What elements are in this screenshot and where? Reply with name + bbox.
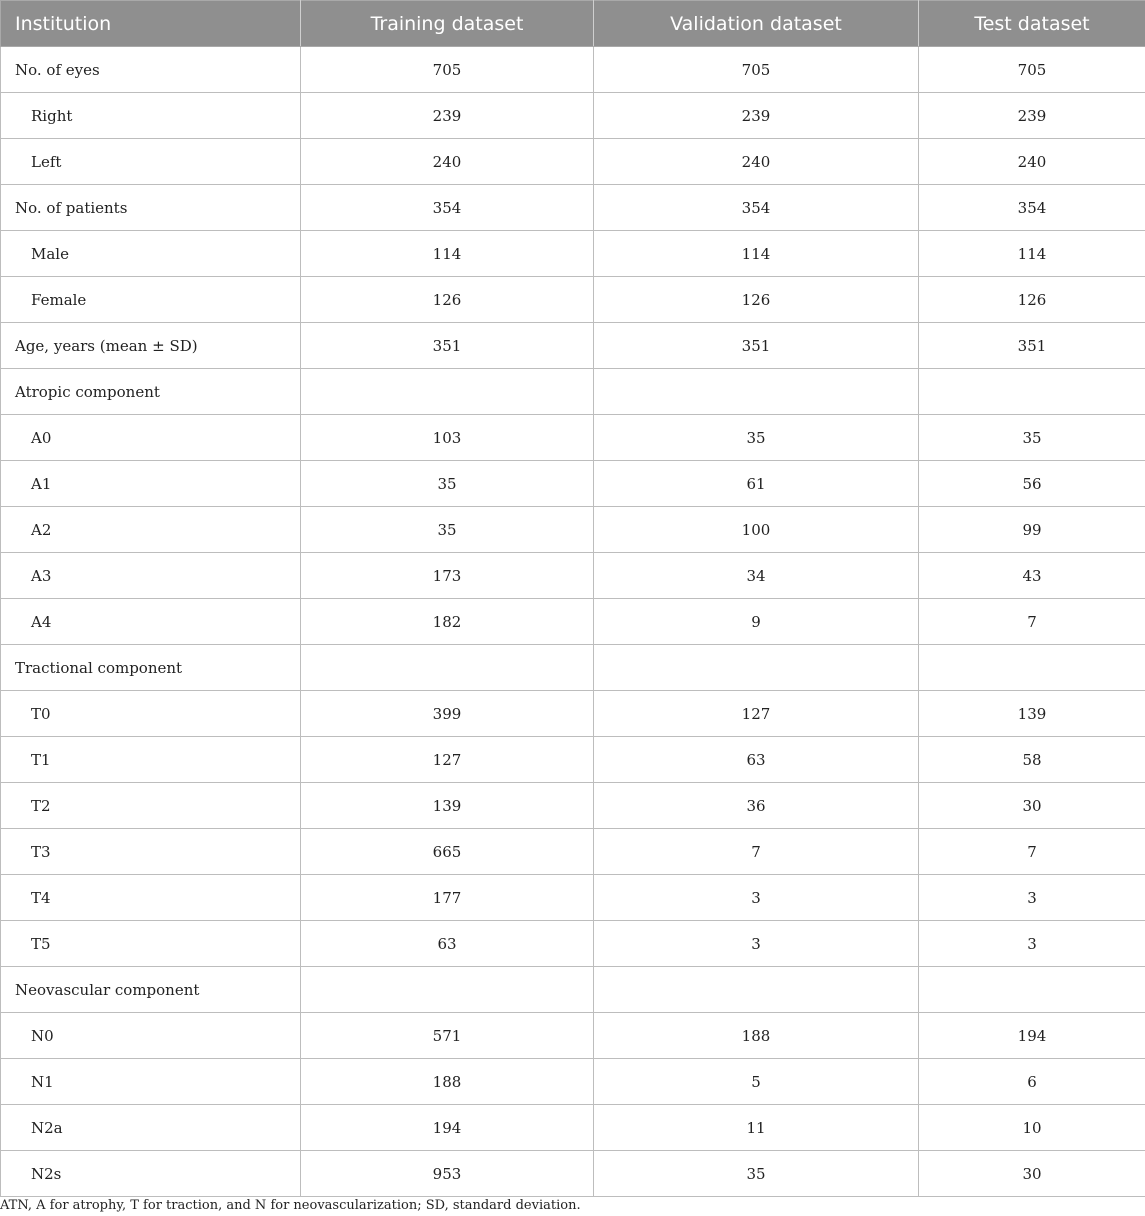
table-row [1,139,1145,185]
row-label: T5 [1,921,301,967]
row-label: N1 [1,1059,301,1105]
validation-value: 3 [594,921,919,967]
validation-value: 351 [594,323,919,369]
validation-value: 354 [594,185,919,231]
table-row [1,461,1145,507]
row-label: A0 [1,415,301,461]
test-value: 3 [919,875,1145,921]
training-value: 63 [301,921,594,967]
test-value: 7 [919,829,1145,875]
row-label: Atropic component [1,369,301,415]
table-row [1,691,1145,737]
table-row [1,231,1145,277]
test-value: 56 [919,461,1145,507]
test-value: 139 [919,691,1145,737]
validation-value: 9 [594,599,919,645]
row-label: N2s [1,1151,301,1197]
training-value: 354 [301,185,594,231]
row-label: Female [1,277,301,323]
table-row [1,599,1145,645]
validation-value: 63 [594,737,919,783]
table-row [1,553,1145,599]
table-footnote: ATN, A for atrophy, T for traction, and N for neovascularization; SD, standard deviation. [0,1198,581,1213]
training-value: 126 [301,277,594,323]
validation-value: 61 [594,461,919,507]
training-value: 953 [301,1151,594,1197]
test-value: 194 [919,1013,1145,1059]
test-value: 99 [919,507,1145,553]
test-value: 3 [919,921,1145,967]
table-row [1,323,1145,369]
validation-value: 3 [594,875,919,921]
row-label: A2 [1,507,301,553]
training-value: 571 [301,1013,594,1059]
training-value: 35 [301,461,594,507]
test-value: 43 [919,553,1145,599]
validation-value [594,645,919,691]
validation-value: 34 [594,553,919,599]
test-value: 10 [919,1105,1145,1151]
table-row [1,1013,1145,1059]
row-label: A3 [1,553,301,599]
training-value [301,645,594,691]
test-value: 114 [919,231,1145,277]
training-value: 240 [301,139,594,185]
training-value: 665 [301,829,594,875]
validation-value: 188 [594,1013,919,1059]
table-row [1,1105,1145,1151]
header-validation-dataset: Validation dataset [594,1,919,47]
header-test-dataset: Test dataset [919,1,1145,47]
test-value [919,967,1145,1013]
validation-value [594,967,919,1013]
table-row [1,967,1145,1013]
validation-value: 7 [594,829,919,875]
training-value [301,369,594,415]
table-row [1,93,1145,139]
validation-value: 5 [594,1059,919,1105]
table-header [1,1,1145,47]
training-value: 188 [301,1059,594,1105]
training-value: 351 [301,323,594,369]
training-value: 173 [301,553,594,599]
training-value: 705 [301,47,594,93]
table-row [1,875,1145,921]
table-row [1,185,1145,231]
table-row [1,47,1145,93]
row-label: No. of patients [1,185,301,231]
training-value: 103 [301,415,594,461]
test-value: 35 [919,415,1145,461]
test-value: 239 [919,93,1145,139]
table-row [1,921,1145,967]
header-row [1,1,1145,47]
test-value: 6 [919,1059,1145,1105]
row-label: T2 [1,783,301,829]
row-label: Right [1,93,301,139]
validation-value: 114 [594,231,919,277]
row-label: N2a [1,1105,301,1151]
row-label: T1 [1,737,301,783]
validation-value: 239 [594,93,919,139]
validation-value: 126 [594,277,919,323]
validation-value [594,369,919,415]
header-institution: Institution [1,1,301,47]
table-row [1,415,1145,461]
validation-value: 36 [594,783,919,829]
table-row [1,737,1145,783]
test-value: 58 [919,737,1145,783]
validation-value: 705 [594,47,919,93]
validation-value: 35 [594,1151,919,1197]
table-row [1,829,1145,875]
validation-value: 35 [594,415,919,461]
test-value: 126 [919,277,1145,323]
test-value: 351 [919,323,1145,369]
table-row [1,1151,1145,1197]
table-row [1,277,1145,323]
validation-value: 240 [594,139,919,185]
row-label: A4 [1,599,301,645]
validation-value: 127 [594,691,919,737]
training-value: 239 [301,93,594,139]
row-label: Left [1,139,301,185]
row-label: Tractional component [1,645,301,691]
training-value: 177 [301,875,594,921]
training-value: 114 [301,231,594,277]
table-row [1,783,1145,829]
training-value: 399 [301,691,594,737]
test-value [919,645,1145,691]
test-value [919,369,1145,415]
header-training-dataset: Training dataset [301,1,594,47]
training-value: 182 [301,599,594,645]
validation-value: 11 [594,1105,919,1151]
row-label: T0 [1,691,301,737]
row-label: Neovascular component [1,967,301,1013]
test-value: 7 [919,599,1145,645]
test-value: 30 [919,1151,1145,1197]
training-value [301,967,594,1013]
test-value: 354 [919,185,1145,231]
row-label: No. of eyes [1,47,301,93]
training-value: 139 [301,783,594,829]
row-label: N0 [1,1013,301,1059]
table-row [1,645,1145,691]
row-label: T3 [1,829,301,875]
table-body [1,47,1145,1197]
table-row [1,507,1145,553]
row-label: T4 [1,875,301,921]
row-label: Age, years (mean ± SD) [1,323,301,369]
validation-value: 100 [594,507,919,553]
table-row [1,369,1145,415]
test-value: 705 [919,47,1145,93]
training-value: 127 [301,737,594,783]
test-value: 30 [919,783,1145,829]
training-value: 35 [301,507,594,553]
row-label: Male [1,231,301,277]
table-row [1,1059,1145,1105]
test-value: 240 [919,139,1145,185]
training-value: 194 [301,1105,594,1151]
row-label: A1 [1,461,301,507]
